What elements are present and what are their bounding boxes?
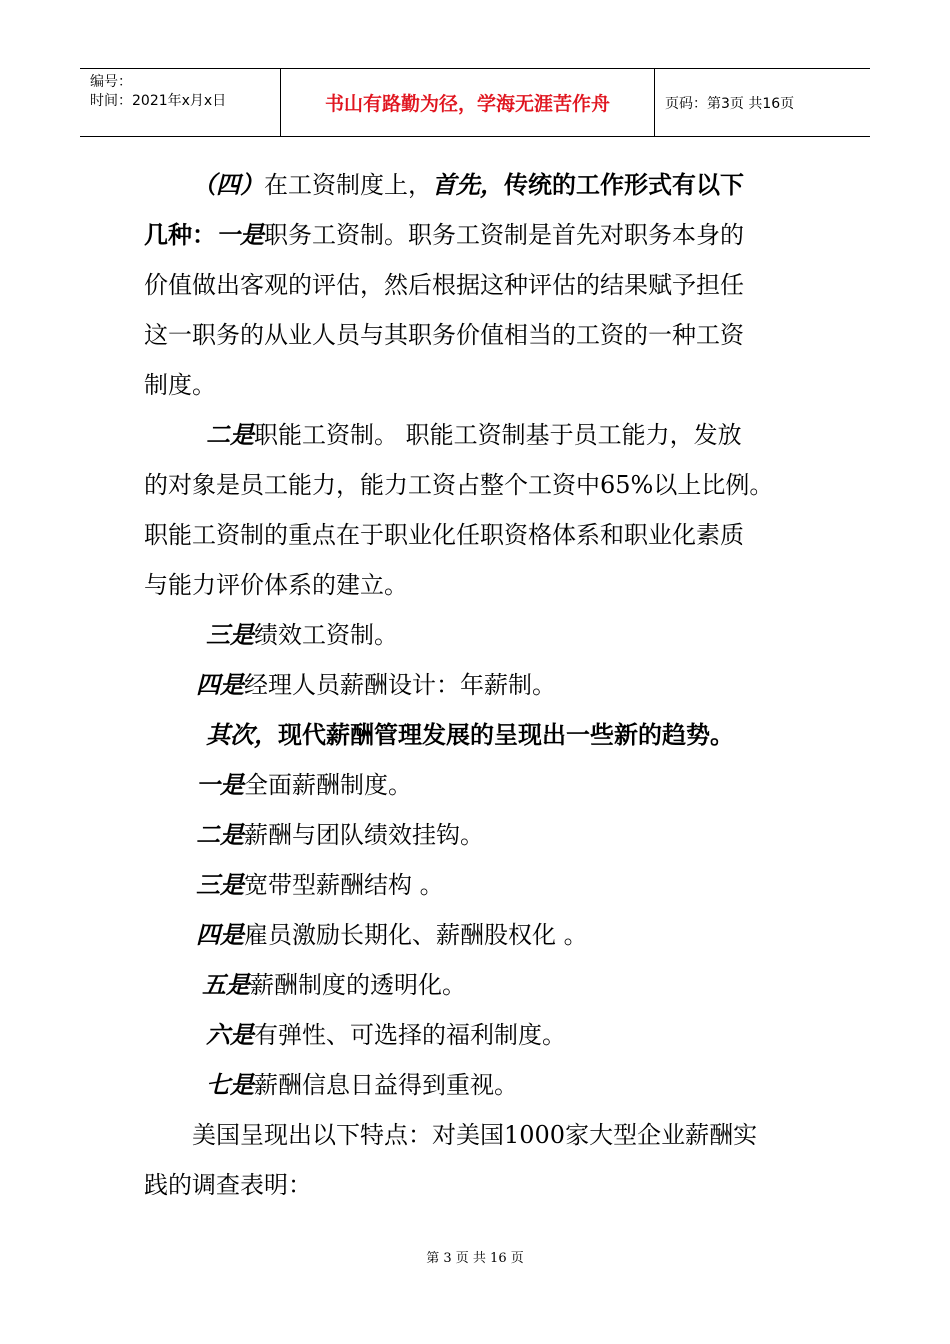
header-motto: 书山有路勤为径，学海无涯苦作舟 bbox=[281, 69, 655, 136]
number-label: 编号： bbox=[90, 74, 132, 90]
text-line: 制度。 bbox=[144, 371, 216, 399]
list-item: 四是雇员激励长期化、薪酬股权化 。 bbox=[196, 920, 588, 949]
list-item: 三是宽带型薪酬结构 。 bbox=[196, 870, 444, 899]
text-line: 这一职务的从业人员与其职务价值相当的工资的一种工资 bbox=[144, 321, 744, 349]
text-line: 价值做出客观的评估，然后根据这种评估的结果赋予担任 bbox=[144, 271, 744, 299]
list-item: 六是有弹性、可选择的福利制度。 bbox=[206, 1020, 566, 1049]
text-line: 几种：一是职务工资制。职务工资制是首先对职务本身的 bbox=[144, 220, 744, 249]
header-page-info: 页码：第3页 共16页 bbox=[665, 95, 795, 112]
header-meta-cell bbox=[80, 69, 281, 136]
date-label: 时间：2021年x月x日 bbox=[90, 93, 227, 109]
text-line: 四是经理人员薪酬设计：年薪制。 bbox=[196, 670, 556, 699]
list-item: 七是薪酬信息日益得到重视。 bbox=[206, 1070, 518, 1099]
list-item: 五是薪酬制度的透明化。 bbox=[202, 970, 466, 999]
text-line: （四）在工资制度上，首先，传统的工作形式有以下 bbox=[192, 170, 744, 199]
text-line: 践的调查表明： bbox=[144, 1171, 312, 1199]
text-line: 职能工资制的重点在于职业化任职资格体系和职业化素质 bbox=[144, 521, 744, 549]
document-body bbox=[144, 160, 824, 1210]
text-line: 二是职能工资制。 职能工资制基于员工能力，发放 bbox=[206, 420, 742, 449]
text-line: 与能力评价体系的建立。 bbox=[144, 571, 408, 599]
text-line: 其次，现代薪酬管理发展的呈现出一些新的趋势。 bbox=[206, 720, 734, 749]
list-item: 二是薪酬与团队绩效挂钩。 bbox=[196, 820, 484, 849]
text-line: 的对象是员工能力，能力工资占整个工资中65%以上比例。 bbox=[144, 471, 774, 499]
text-line: 三是绩效工资制。 bbox=[206, 620, 398, 649]
list-item: 一是全面薪酬制度。 bbox=[196, 770, 412, 799]
header-table bbox=[80, 68, 870, 137]
page-footer: 第 3 页 共 16 页 bbox=[426, 1251, 524, 1266]
text-line: 美国呈现出以下特点：对美国1000家大型企业薪酬实 bbox=[192, 1121, 758, 1149]
